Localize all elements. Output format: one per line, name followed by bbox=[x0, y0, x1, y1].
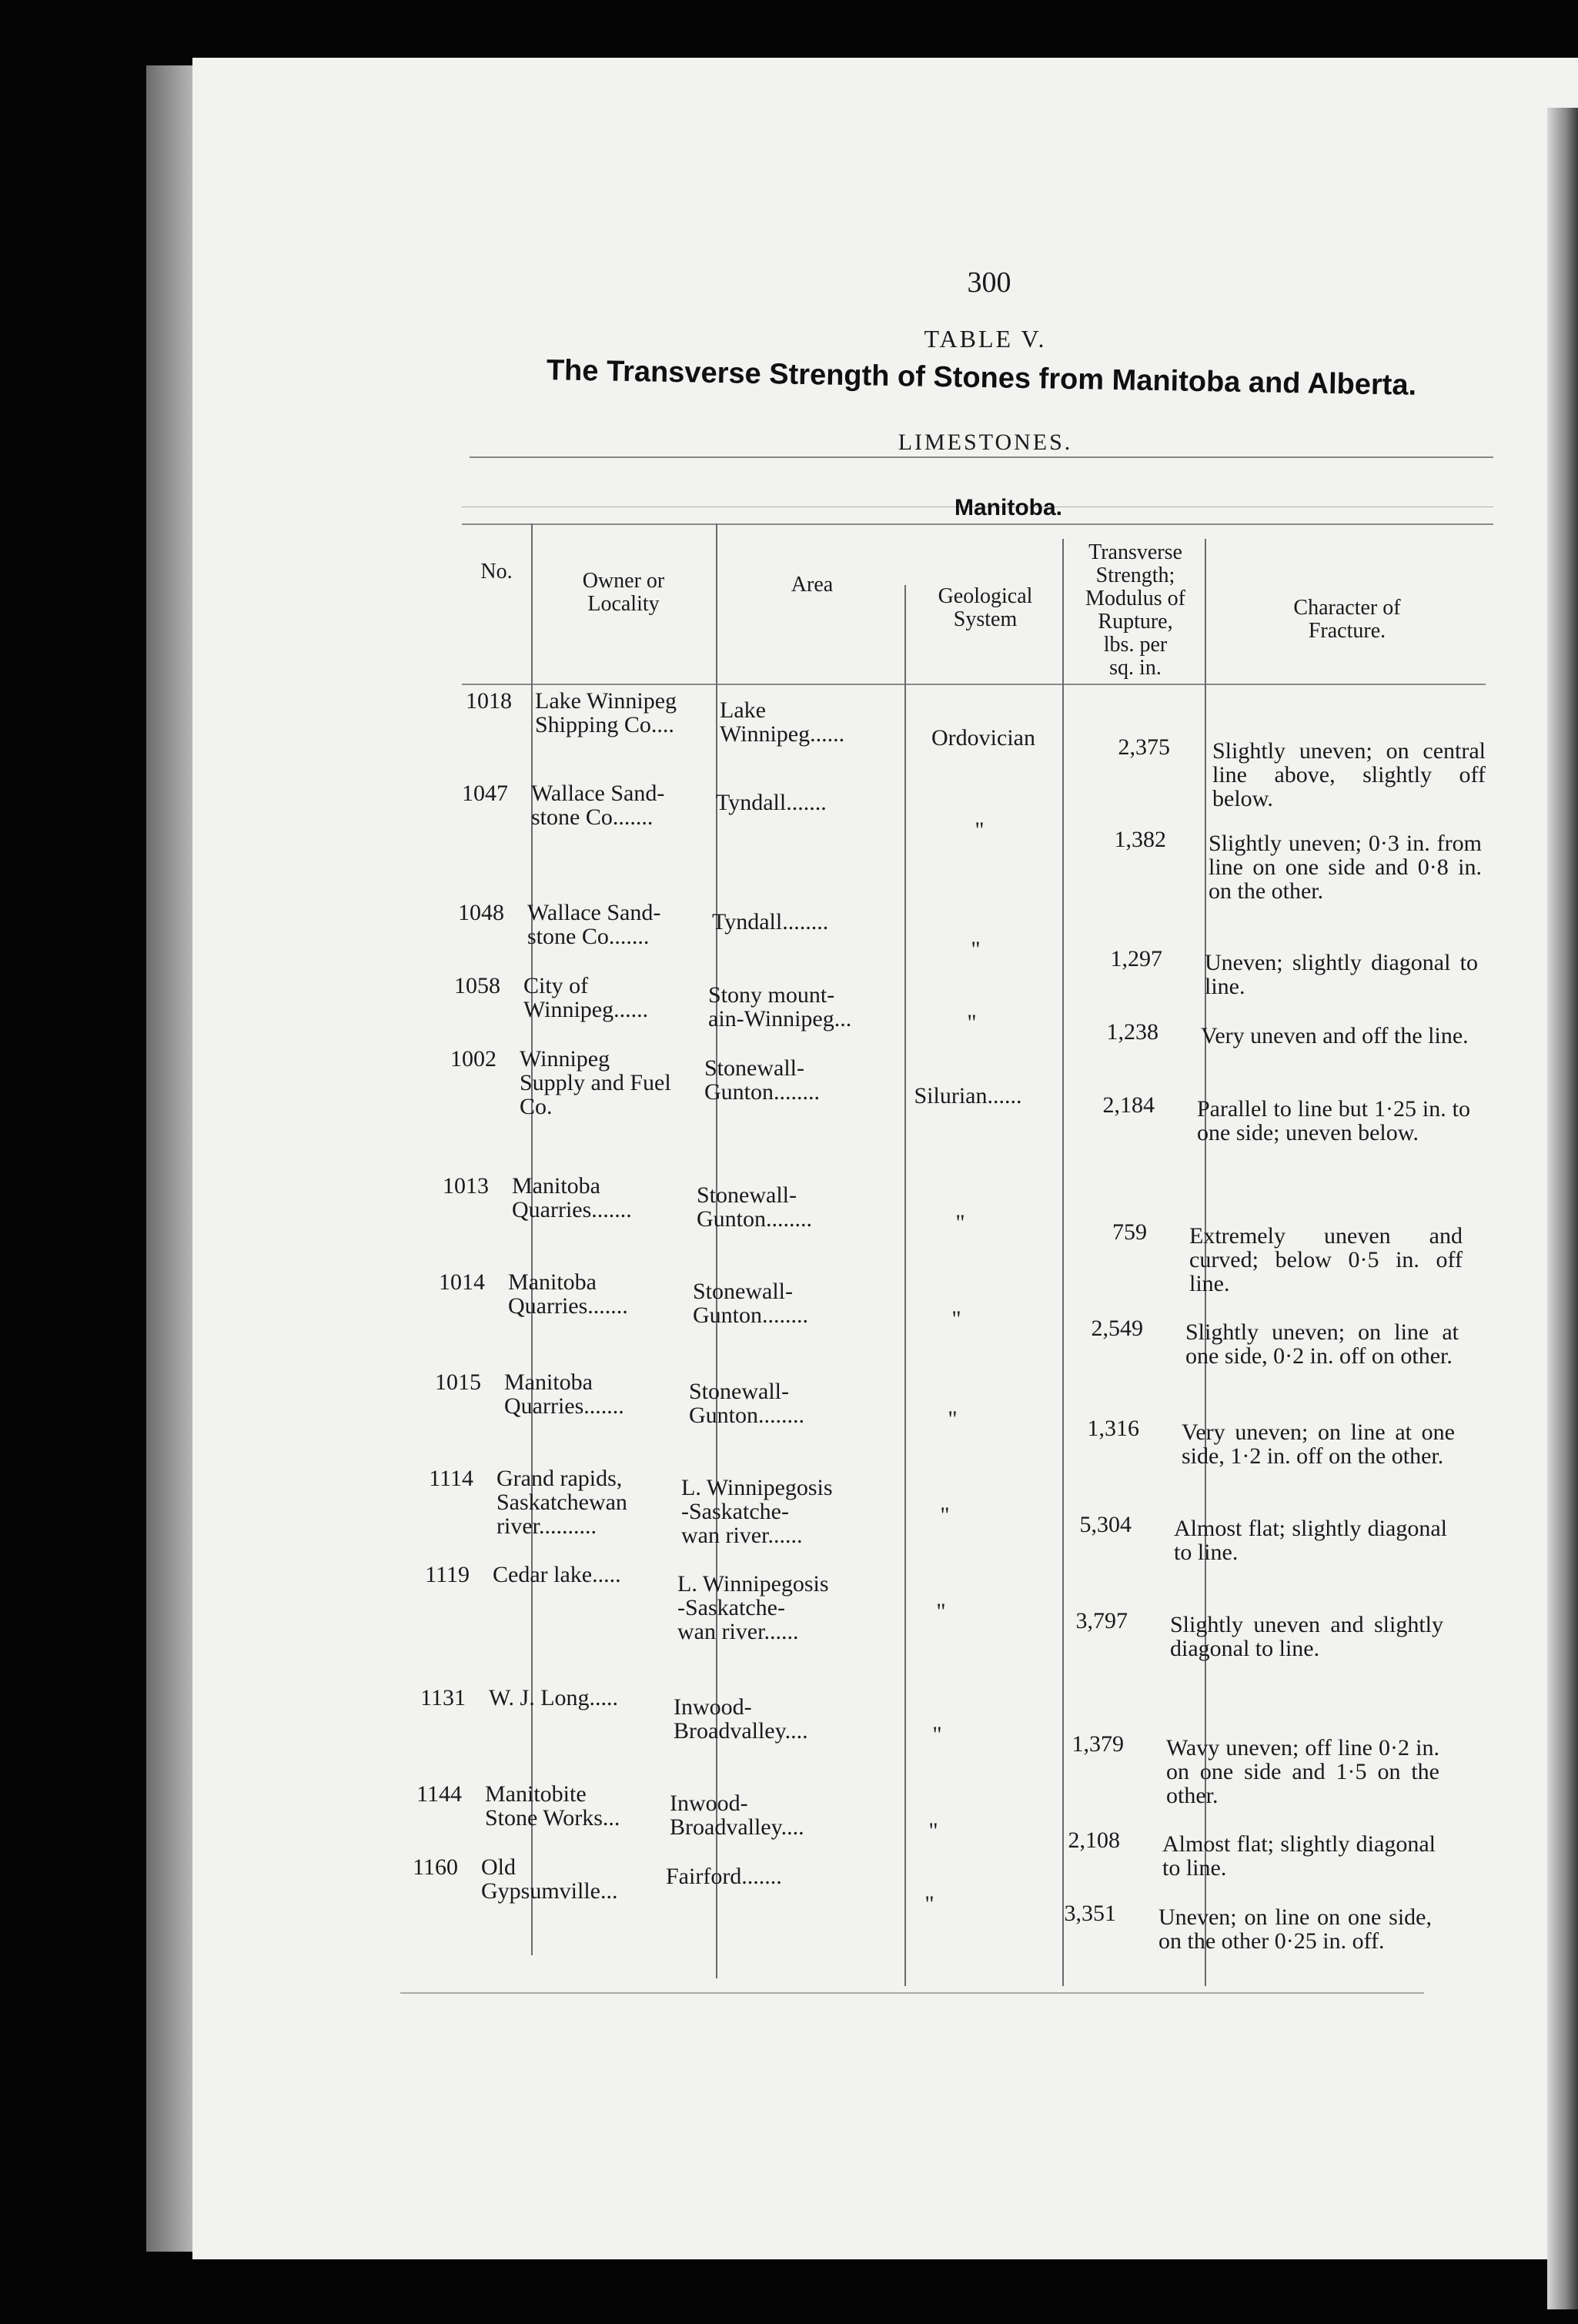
column-divider-area bbox=[716, 523, 717, 1978]
row-area: Stonewall- Gunton........ bbox=[689, 1379, 804, 1428]
row-area: L. Winnipegosis -Saskatche- wan river...... bbox=[681, 1475, 833, 1548]
row-fracture: Slightly uneven; on central line above, slightly off below. bbox=[1212, 738, 1486, 811]
row-strength: 2,108 bbox=[1068, 1827, 1120, 1853]
row-number: 1119 bbox=[425, 1562, 470, 1587]
row-owner: Winnipeg Supply and Fuel Co. bbox=[520, 1046, 671, 1119]
row-number: 1013 bbox=[443, 1173, 489, 1199]
row-owner: Manitoba Quarries....... bbox=[508, 1269, 628, 1319]
row-system: " bbox=[932, 1722, 942, 1747]
row-strength: 1,297 bbox=[1110, 946, 1162, 971]
header-no: No. bbox=[480, 560, 513, 584]
row-area: L. Winnipegosis -Saskatche- wan river...... bbox=[677, 1571, 829, 1644]
row-system: Silurian...... bbox=[914, 1083, 1022, 1108]
column-divider-strength bbox=[1062, 539, 1064, 1986]
row-system: " bbox=[971, 937, 981, 962]
row-fracture: Almost flat; slightly diagonal to line. bbox=[1174, 1516, 1447, 1565]
page-title: The Transverse Strength of Stones from Manitoba and Alberta. bbox=[546, 354, 1417, 402]
row-area: Stonewall- Gunton........ bbox=[704, 1055, 820, 1105]
row-number: 1114 bbox=[429, 1466, 473, 1491]
row-owner: Old Gypsumville... bbox=[481, 1854, 618, 1904]
row-system: " bbox=[928, 1818, 938, 1844]
row-strength: 2,549 bbox=[1091, 1316, 1143, 1341]
row-area: Tyndall........ bbox=[712, 909, 829, 935]
header-fracture: Character of Fracture. bbox=[1293, 596, 1401, 643]
row-number: 1144 bbox=[416, 1781, 462, 1807]
row-area: Inwood- Broadvalley.... bbox=[670, 1791, 804, 1840]
row-fracture: Wavy uneven; off line 0·2 in. on one side and 1·5 on the other. bbox=[1166, 1735, 1439, 1808]
table-bottom-rule bbox=[400, 1992, 1424, 1994]
row-owner: Lake Winnipeg Shipping Co.... bbox=[535, 688, 677, 737]
header-owner: Owner or Locality bbox=[582, 569, 665, 616]
row-owner: Grand rapids, Saskatchewan river.......... bbox=[496, 1466, 627, 1539]
row-owner: Wallace Sand- stone Co....... bbox=[531, 781, 665, 830]
column-divider-system bbox=[904, 585, 906, 1986]
row-owner: Wallace Sand- stone Co....... bbox=[527, 900, 661, 949]
row-system: " bbox=[948, 1406, 958, 1432]
row-system: " bbox=[936, 1599, 946, 1624]
row-owner: Manitobite Stone Works... bbox=[485, 1781, 620, 1831]
row-area: Stonewall- Gunton........ bbox=[697, 1182, 812, 1232]
row-area: Fairford....... bbox=[666, 1864, 782, 1889]
row-owner: City of Winnipeg...... bbox=[523, 973, 649, 1022]
row-system: Ordovician bbox=[931, 725, 1035, 751]
row-fracture: Slightly uneven; on line at one side, 0·2 in. off on other. bbox=[1185, 1319, 1459, 1369]
column-divider-owner bbox=[531, 523, 533, 1955]
row-number: 1047 bbox=[462, 781, 508, 806]
row-strength: 1,316 bbox=[1087, 1416, 1139, 1441]
row-fracture: Very uneven and off the line. bbox=[1201, 1023, 1469, 1048]
row-fracture: Slightly uneven; 0·3 in. from line on one side and 0·8 in. on the other. bbox=[1209, 831, 1482, 904]
row-number: 1002 bbox=[450, 1046, 496, 1072]
row-fracture: Uneven; on line on one side, on the other 0·25 in. off. bbox=[1158, 1904, 1432, 1954]
row-area: Lake Winnipeg...... bbox=[720, 697, 845, 747]
row-strength: 1,382 bbox=[1114, 827, 1166, 852]
row-system: " bbox=[951, 1306, 961, 1332]
row-strength: 2,184 bbox=[1102, 1092, 1155, 1118]
row-number: 1018 bbox=[466, 688, 512, 714]
row-owner: Cedar lake..... bbox=[493, 1562, 621, 1587]
header-strength: Transverse Strength; Modulus of Rupture, lbs. per sq. in. bbox=[1085, 540, 1185, 680]
row-number: 1058 bbox=[454, 973, 500, 998]
table-label: TABLE V. bbox=[924, 325, 1047, 353]
row-area: Stonewall- Gunton........ bbox=[693, 1279, 808, 1328]
header-system: Geological System bbox=[938, 584, 1033, 631]
header-bottom-rule bbox=[462, 684, 1486, 685]
row-system: " bbox=[940, 1503, 950, 1528]
row-strength: 1,379 bbox=[1072, 1731, 1124, 1757]
row-system: " bbox=[975, 818, 985, 843]
page-number: 300 bbox=[967, 266, 1011, 299]
row-area: Tyndall....... bbox=[716, 790, 827, 815]
row-number: 1015 bbox=[435, 1369, 481, 1395]
row-strength: 5,304 bbox=[1079, 1512, 1132, 1537]
row-number: 1160 bbox=[413, 1854, 458, 1880]
row-fracture: Almost flat; slightly diagonal to line. bbox=[1162, 1831, 1436, 1881]
row-fracture: Parallel to line but 1·25 in. to one side; uneven below. bbox=[1197, 1096, 1470, 1145]
subsection-title: Manitoba. bbox=[954, 495, 1062, 520]
row-area: Inwood- Broadvalley.... bbox=[674, 1694, 808, 1744]
section-title: LIMESTONES. bbox=[898, 430, 1073, 455]
row-fracture: Slightly uneven and slightly diagonal to line. bbox=[1170, 1612, 1443, 1661]
row-strength: 2,375 bbox=[1118, 734, 1170, 760]
page-edge-right bbox=[1547, 108, 1578, 2309]
header-area: Area bbox=[791, 573, 834, 597]
row-number: 1048 bbox=[458, 900, 504, 925]
row-strength: 3,797 bbox=[1075, 1608, 1128, 1633]
row-area: Stony mount- ain-Winnipeg... bbox=[708, 982, 852, 1032]
row-strength: 1,238 bbox=[1106, 1019, 1158, 1045]
row-strength: 759 bbox=[1112, 1219, 1147, 1245]
row-owner: Manitoba Quarries....... bbox=[512, 1173, 632, 1222]
row-owner: Manitoba Quarries....... bbox=[504, 1369, 624, 1419]
row-strength: 3,351 bbox=[1064, 1901, 1116, 1926]
row-fracture: Uneven; slightly diagonal to line. bbox=[1205, 950, 1478, 999]
row-number: 1131 bbox=[420, 1685, 466, 1710]
row-system: " bbox=[955, 1210, 965, 1236]
row-system: " bbox=[924, 1891, 934, 1917]
row-fracture: Very uneven; on line at one side, 1·2 in. off on the other. bbox=[1182, 1419, 1455, 1469]
header-top-rule bbox=[462, 523, 1493, 525]
row-system: " bbox=[967, 1010, 977, 1035]
row-owner: W. J. Long..... bbox=[489, 1685, 619, 1710]
row-fracture: Extremely uneven and curved; below 0·5 in. off line. bbox=[1189, 1223, 1463, 1296]
top-rule bbox=[470, 456, 1493, 458]
row-number: 1014 bbox=[439, 1269, 485, 1295]
